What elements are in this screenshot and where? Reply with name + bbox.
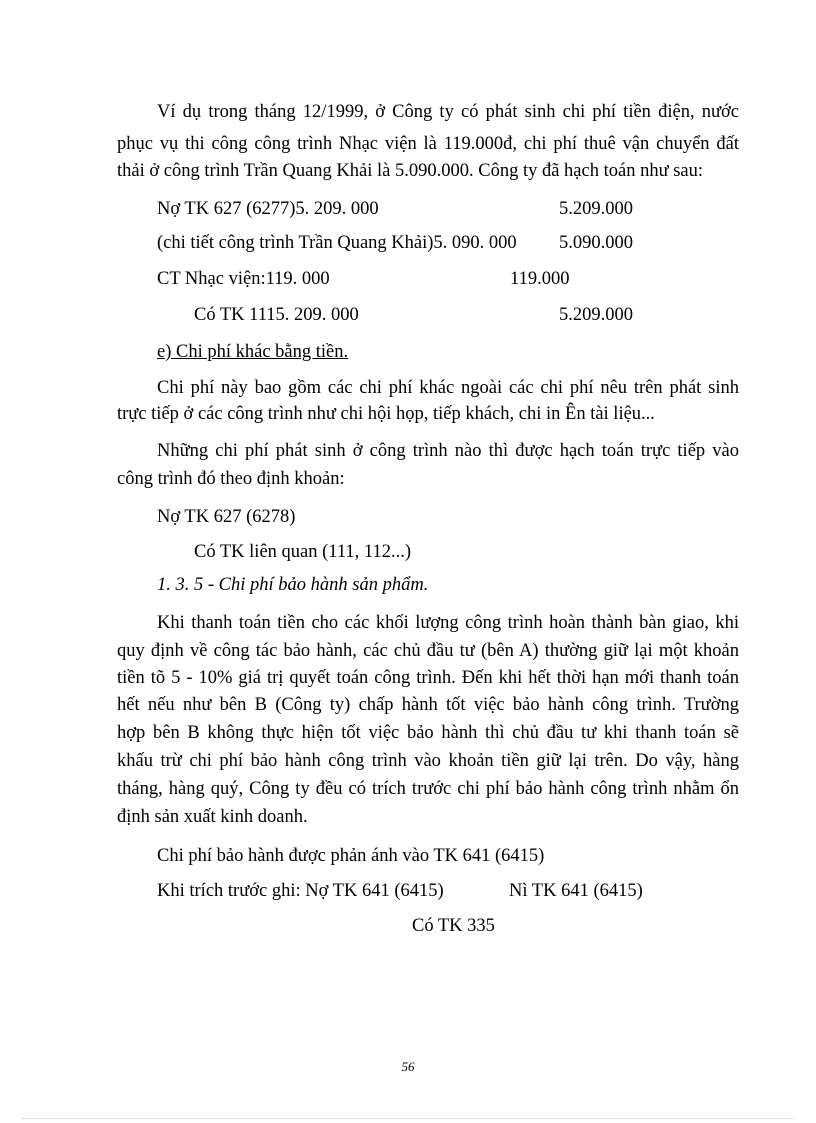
entry-amount: 119.000 xyxy=(510,269,570,289)
paragraph-warranty-line-4: hết nếu như bên B (Công ty) chấp hành tốt việc bảo hành công trình. Trường xyxy=(117,695,739,715)
entry-label: CT Nhạc viện:119. 000 xyxy=(157,269,330,289)
entry-credit-related: Có TK liên quan (111, 112...) xyxy=(194,542,412,562)
paragraph-warranty-line-6: khấu trừ chi phí bảo hành công trình vào khoản tiền giữ lại trên. Do vậy, hàng xyxy=(117,751,739,771)
paragraph-warranty-line-3: tiền tõ 5 - 10% giá trị quyết toán công trình. Đến khi hết thời hạn mới thanh toán xyxy=(117,668,739,688)
paragraph-other-costs-line-2: trực tiếp ở các công trình như chi hội họp, tiếp khách, chi in Ên tài liệu... xyxy=(117,404,655,424)
accrual-debit-right: Nì TK 641 (6415) xyxy=(509,881,643,901)
page-number: 56 xyxy=(401,1059,415,1074)
entry-label: Nợ TK 627 (6277)5. 209. 000 xyxy=(157,199,379,219)
paragraph-direct-line-1: Những chi phí phát sinh ở công trình nào thì được hạch toán trực tiếp vào xyxy=(157,441,739,461)
entry-debit-6278: Nợ TK 627 (6278) xyxy=(157,507,296,527)
entry-label: Có TK 1115. 209. 000 xyxy=(194,305,359,325)
entry-amount: 5.209.000 xyxy=(559,305,633,325)
entry-label: (chi tiết công trình Trần Quang Khải)5. 090. 000 xyxy=(157,233,517,253)
footer-divider xyxy=(22,1118,794,1119)
paragraph-warranty-line-1: Khi thanh toán tiền cho các khối lượng công trình hoàn thành bàn giao, khi xyxy=(157,613,739,633)
paragraph-other-costs-line-1: Chi phí này bao gồm các chi phí khác ngoài các chi phí nêu trên phát sinh xyxy=(157,378,739,398)
paragraph-example-line-3: thải ở công trình Trần Quang Khải là 5.090.000. Công ty đã hạch toán như sau: xyxy=(117,161,704,181)
paragraph-warranty-line-2: quy định về công tác bảo hành, các chủ đầu tư (bên A) thường giữ lại một khoản xyxy=(117,641,739,661)
paragraph-direct-line-2: công trình đó theo định khoản: xyxy=(117,469,345,489)
paragraph-example-line-2: phục vụ thi công công trình Nhạc viện là 119.000đ, chi phí thuê vận chuyển đất xyxy=(117,134,739,154)
entry-amount: 5.209.000 xyxy=(559,199,633,219)
paragraph-example-line-1: Ví dụ trong tháng 12/1999, ở Công ty có phát sinh chi phí tiền điện, nước xyxy=(157,102,739,122)
entry-amount: 5.090.000 xyxy=(559,233,633,253)
section-heading-warranty: 1. 3. 5 - Chi phí bảo hành sản phẩm. xyxy=(157,575,429,595)
paragraph-warranty-line-7: tháng, hàng quý, Công ty đều có trích trước chi phí bảo hành công trình nhằm ổn xyxy=(117,779,739,799)
paragraph-warranty-line-8: định sản xuất kinh doanh. xyxy=(117,807,308,827)
section-heading-other-costs: e) Chi phí khác bằng tiền. xyxy=(157,342,349,362)
warranty-account-line: Chi phí bảo hành được phản ánh vào TK 641 (6415) xyxy=(157,846,545,866)
accrual-credit: Có TK 335 xyxy=(412,916,495,936)
paragraph-warranty-line-5: hợp bên B không thực hiện tốt việc bảo hành thì chủ đầu tư khi thanh toán sẽ xyxy=(117,723,739,743)
accrual-debit: Khi trích trước ghi: Nợ TK 641 (6415) xyxy=(157,881,444,901)
